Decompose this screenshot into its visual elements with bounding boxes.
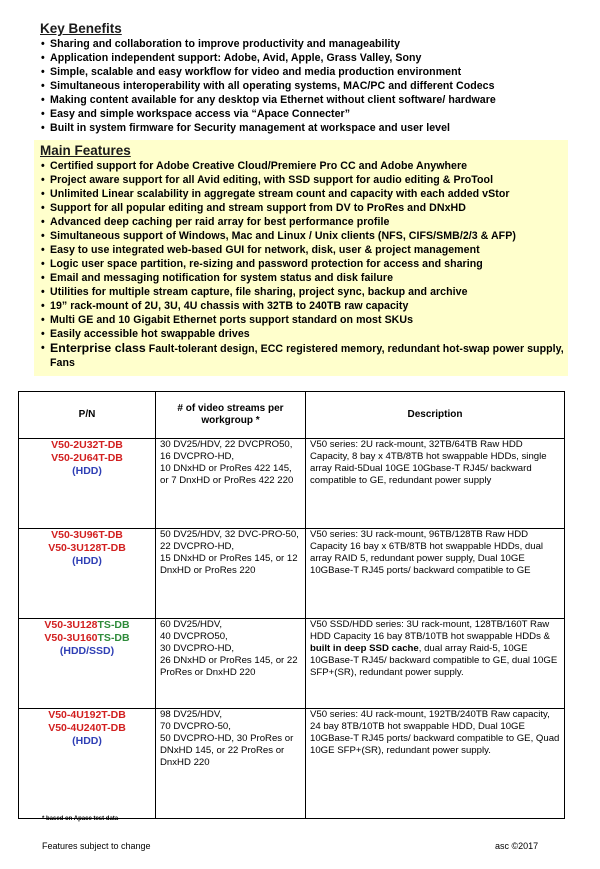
part-number <box>23 632 151 645</box>
feature-item: • 19” rack-mount of 2U, 3U, 4U chassis with 32TB to 240TB raw capacity <box>40 299 568 313</box>
streams-text: 30 DV25/HDV, 22 DVCPRO50, 16 DVCPRO-HD, 10 DNxHD or ProRes 422 145, or 7 DnxHD or ProRes 422 220 <box>160 439 294 486</box>
benefit-item: • Application independent support: Adobe, Avid, Apple, Grass Valley, Sony <box>40 51 570 65</box>
key-benefits-title: Key Benefits <box>40 21 122 36</box>
table-header-row <box>19 392 565 439</box>
part-number-ts: TS <box>97 619 111 631</box>
streams-cell <box>156 529 306 619</box>
feature-item: • Logic user space partition, re-sizing and password protection for access and sharing <box>40 257 568 271</box>
description-highlight: built in deep SSD cache <box>310 643 419 654</box>
description-part: V50 SSD/HDD series: 3U rack-mount, 128TB/160T Raw HDD Capacity 16 bay 8TB/10TB hot swappable HDDs & <box>310 619 550 642</box>
part-number: V50-4U240T-DB <box>48 722 126 734</box>
feature-item: • Easy to use integrated web-based GUI for network, disk, user & project management <box>40 243 568 257</box>
part-number-suffix: -DB <box>110 632 130 644</box>
streams-text: 98 DV25/HDV, 70 DVCPRO-50, 50 DVCPRO-HD, 30 ProRes or DNxHD 145, or 22 ProRes or DnxHD 220 <box>160 709 294 768</box>
pn-cell <box>19 619 156 709</box>
part-number: V50-4U192T-DB <box>48 709 126 721</box>
streams-text: 50 DV25/HDV, 32 DVC-PRO-50, 22 DVCPRO-HD, 15 DNxHD or ProRes 145, or 12 DnxHD or ProRes 220 <box>160 529 299 576</box>
pn-cell <box>19 709 156 819</box>
table-row <box>19 619 565 709</box>
benefit-item: • Easy and simple workspace access via “Apace Connecter” <box>40 107 570 121</box>
benefit-item: • Simultaneous interoperability with all operating systems, MAC/PC and different Codecs <box>40 79 570 93</box>
streams-cell <box>156 439 306 529</box>
description-text: V50 series: 2U rack-mount, 32TB/64TB Raw HDD Capacity, 8 bay x 4TB/8TB hot swappable HDDs, single array Raid-5Dual 10GE 10Gbase-T RJ45/ backward compatible to GE, redundant power supply <box>310 439 547 486</box>
part-number <box>23 619 151 632</box>
part-number: V50-2U64T-DB <box>51 452 123 464</box>
feature-item: • Multi GE and 10 Gigabit Ethernet ports support standard on most SKUs <box>40 313 568 327</box>
main-features-list <box>40 159 568 370</box>
header-pn: P/N <box>19 392 156 439</box>
description-part: , dual array Raid-5, 10GE 10GBase-T RJ45/ backward compatible to GE, dual 10GE SFP+(SR), redundant power supply. <box>310 643 558 678</box>
enterprise-class-lead: Enterprise class <box>50 341 146 355</box>
drive-type: (HDD) <box>72 555 102 567</box>
table-row <box>19 439 565 529</box>
feature-item: • Project aware support for all Avid editing, with SSD support for audio editing & ProTool <box>40 173 568 187</box>
streams-text: 60 DV25/HDV, 40 DVCPRO50, 30 DVCPRO-HD, 26 DNxHD or ProRes 145, or 22 ProRes or DnxHD 220 <box>160 619 298 678</box>
description-text: V50 series: 3U rack-mount, 96TB/128TB Raw HDD Capacity 16 bay x 6TB/8TB hot swappable HDDs, dual array RAID 5, redundant power supply, Dual 10GE 10GBase-T RJ45 ports/ backward compatible to GE <box>310 529 544 576</box>
feature-item: • Unlimited Linear scalability in aggregate stream count and capacity with each added vStor <box>40 187 568 201</box>
main-features-section <box>34 140 568 376</box>
table-row <box>19 529 565 619</box>
part-number-suffix: -DB <box>110 619 130 631</box>
part-number: V50-3U96T-DB <box>51 529 123 541</box>
drive-type: (HDD/SSD) <box>59 645 115 657</box>
enterprise-class-text: Fault-tolerant design, ECC registered memory, redundant hot-swap power supply, Fans <box>50 343 564 369</box>
table-row <box>19 709 565 819</box>
pn-cell <box>19 439 156 529</box>
description-cell <box>306 619 565 709</box>
benefit-item: • Making content available for any desktop via Ethernet without client software/ hardware <box>40 93 570 107</box>
feature-item: • Certified support for Adobe Creative Cloud/Premiere Pro CC and Adobe Anywhere <box>40 159 568 173</box>
feature-item-enterprise <box>40 341 568 370</box>
pn-cell <box>19 529 156 619</box>
part-number: V50-2U32T-DB <box>51 439 123 451</box>
feature-item: • Utilities for multiple stream capture, file sharing, project sync, backup and archive <box>40 285 568 299</box>
benefit-item: • Built in system firmware for Security management at workspace and user level <box>40 121 570 135</box>
feature-item: • Advanced deep caching per raid array for best performance profile <box>40 215 568 229</box>
footer-disclaimer: Features subject to change <box>42 841 151 851</box>
feature-item: • Simultaneous support of Windows, Mac and Linux / Unix clients (NFS, CIFS/SMB/2/3 & AFP) <box>40 229 568 243</box>
feature-item: • Email and messaging notification for system status and disk failure <box>40 271 568 285</box>
description-cell <box>306 439 565 529</box>
product-spec-table <box>18 391 565 819</box>
part-number-ts: TS <box>97 632 111 644</box>
description-cell <box>306 709 565 819</box>
key-benefits-section <box>40 21 570 135</box>
drive-type: (HDD) <box>72 465 102 477</box>
feature-item: • Support for all popular editing and stream support from DV to ProRes and DNxHD <box>40 201 568 215</box>
feature-item: • Easily accessible hot swappable drives <box>40 327 568 341</box>
benefit-item: • Sharing and collaboration to improve productivity and manageability <box>40 37 570 51</box>
main-features-title: Main Features <box>40 143 131 158</box>
part-number-base: V50-3U128 <box>44 619 98 631</box>
header-streams: # of video streams per workgroup * <box>156 392 306 439</box>
benefit-item: • Simple, scalable and easy workflow for video and media production environment <box>40 65 570 79</box>
header-description: Description <box>306 392 565 439</box>
streams-cell <box>156 619 306 709</box>
streams-cell <box>156 709 306 819</box>
part-number: V50-3U128T-DB <box>48 542 126 554</box>
key-benefits-list <box>40 37 570 135</box>
description-text: V50 series: 4U rack-mount, 192TB/240TB Raw capacity, 24 bay 8TB/10TB hot swappable HDD, Dual 10GE 10GBase-T RJ45 ports/ backward compatible to GE, Quad 10GE SFP+(SR), redundant power supply. <box>310 709 560 756</box>
part-number-base: V50-3U160 <box>44 632 98 644</box>
drive-type: (HDD) <box>72 735 102 747</box>
footer-copyright: asc ©2017 <box>495 841 539 851</box>
description-text <box>310 619 560 679</box>
description-cell <box>306 529 565 619</box>
footnote: * based on Apace test data <box>42 816 119 822</box>
